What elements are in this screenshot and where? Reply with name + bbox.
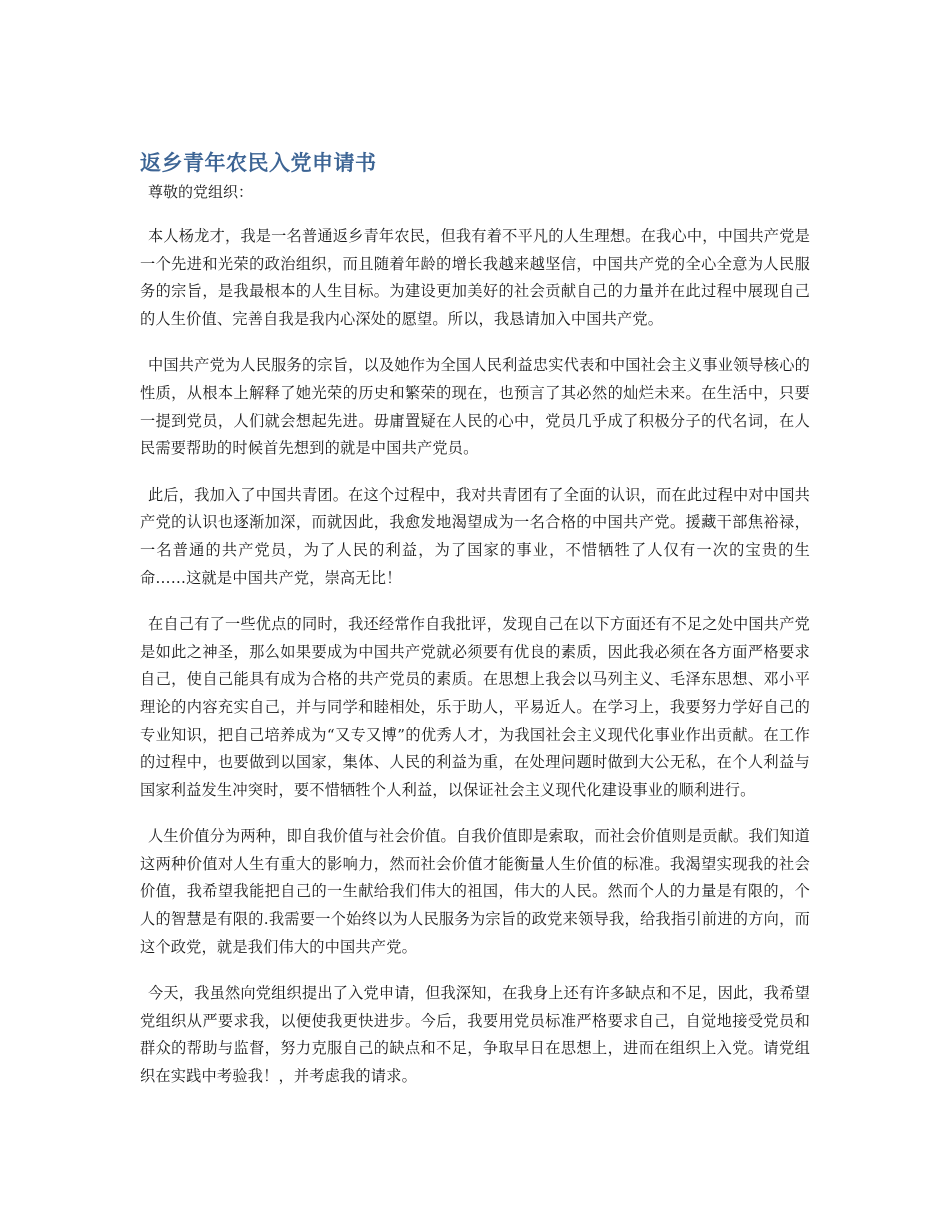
document-page [140,148,810,1110]
paragraph-3: 此后，我加入了中国共青团。在这个过程中，我对共青团有了全面的认识，而在此过程中对中国共产党的认识也逐渐加深，而就因此，我愈发地渴望成为一名合格的中国共产党。援藏干部焦裕禄，一名普通的共产党员，为了人民的利益，为了国家的事业，不惜牺牲了人仅有一次的宝贵的生命……这就是中国共产党，崇高无比！ [140,485,810,587]
paragraph-2: 中国共产党为人民服务的宗旨，以及她作为全国人民利益忠实代表和中国社会主义事业领导核心的性质，从根本上解释了她光荣的历史和繁荣的现在，也预言了其必然的灿烂未来。在生活中，只要一提到党员，人们就会想起先进。毋庸置疑在人民的心中，党员几乎成了积极分子的代名词，在人民需要帮助的时候首先想到的就是中国共产党员。 [140,356,810,458]
paragraph-6: 今天，我虽然向党组织提出了入党申请，但我深知，在我身上还有许多缺点和不足，因此，我希望党组织从严要求我，以便使我更快进步。今后，我要用党员标准严格要求自己，自觉地接受党员和群众的帮助与监督，努力克服自己的缺点和不足，争取早日在思想上，进而在组织上入党。请党组织在实践中考验我！，并考虑我的请求。 [140,984,810,1086]
salutation: 尊敬的党组织： [148,183,254,201]
paragraph-4: 在自己有了一些优点的同时，我还经常作自我批评，发现自己在以下方面还有不足之处中国共产党是如此之神圣，那么如果要成为中国共产党就必须要有优良的素质，因此我必须在各方面严格要求自己，使自己能具有成为合格的共产党员的素质。在思想上我会以马列主义、毛泽东思想、邓小平理论的内容充实自己，并与同学和睦相处，乐于助人，平易近人。在学习上，我要努力学好自己的专业知识，把自己培养成为“又专又博”的优秀人才，为我国社会主义现代化事业作出贡献。在工作的过程中，也要做到以国家，集体、人民的利益为重，在处理问题时做到大公无私，在个人利益与国家利益发生冲突时，要不惜牺牲个人利益，以保证社会主义现代化建设事业的顺利进行。 [140,615,810,799]
paragraph-1: 本人杨龙才，我是一名普通返乡青年农民，但我有着不平凡的人生理想。在我心中，中国共产党是一个先进和光荣的政治组织，而且随着年龄的增长我越来越坚信，中国共产党的全心全意为人民服务的宗旨，是我最根本的人生目标。为建设更加美好的社会贡献自己的力量并在此过程中展现自己的人生价值、完善自我是我内心深处的愿望。所以，我恳请加入中国共产党。 [140,227,810,328]
paragraph-5: 人生价值分为两种，即自我价值与社会价值。自我价值即是索取，而社会价值则是贡献。我们知道这两种价值对人生有重大的影响力，然而社会价值才能衡量人生价值的标准。我渴望实现我的社会价值，我希望我能把自己的一生献给我们伟大的祖国，伟大的人民。然而个人的力量是有限的，个人的智慧是有限的.我需要一个始终以为人民服务为宗旨的政党来领导我，给我指引前进的方向，而这个政党，就是我们伟大的中国共产党。 [140,827,810,956]
document-title: 返乡青年农民入党申请书 [140,151,377,175]
